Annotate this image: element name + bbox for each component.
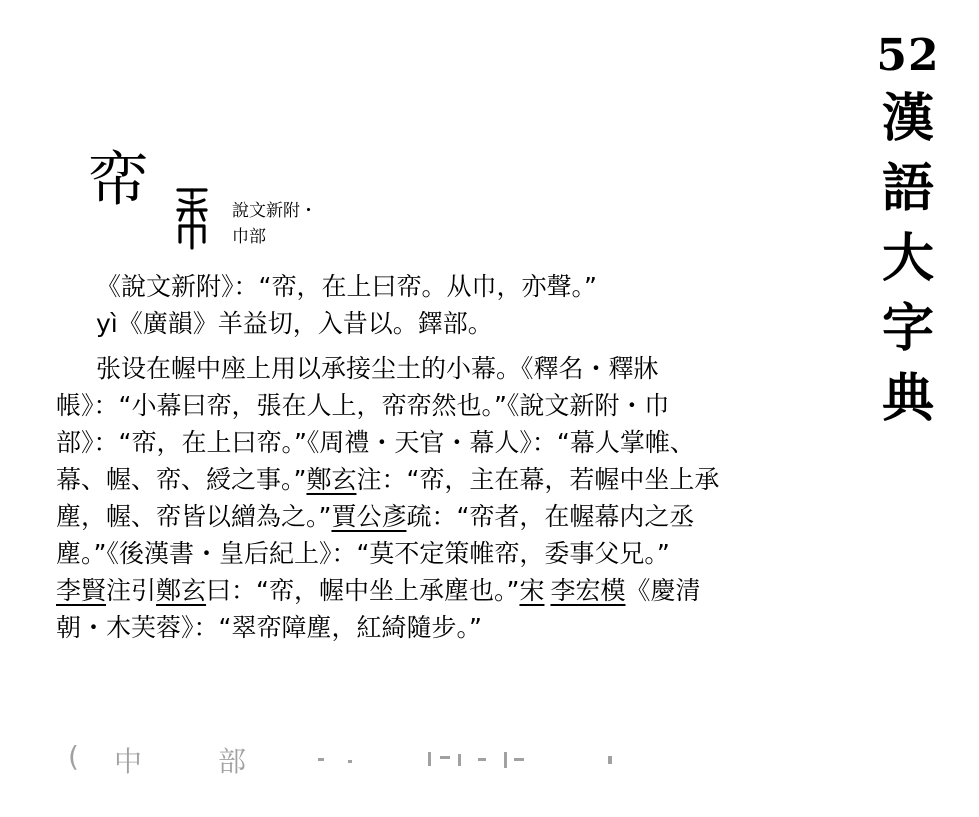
seal-script-glyph xyxy=(172,184,212,250)
source-note-line2: 巾部 xyxy=(232,227,266,247)
text-line xyxy=(56,572,816,609)
person-name: 李宏模 xyxy=(550,576,626,605)
person-name: 李賢 xyxy=(56,576,107,605)
text-line: yì《廣韻》羊益切，入昔以。鐸部。 xyxy=(96,309,493,338)
dynasty-name: 宋 xyxy=(519,576,545,605)
side-title-char-4: 字 xyxy=(881,299,934,359)
person-name: 鄭玄 xyxy=(306,465,357,494)
entry-body xyxy=(56,268,816,646)
side-title-char-1: 漢 xyxy=(881,89,934,149)
text-line xyxy=(56,461,816,498)
person-name: 鄭玄 xyxy=(156,576,207,605)
faint-dots xyxy=(308,746,648,772)
side-title xyxy=(868,28,948,434)
headword: 帟 xyxy=(88,145,148,215)
faint-bottom-marks xyxy=(68,740,648,778)
text-run: 曰：“帟，幄中坐上承塵也。” xyxy=(206,576,520,605)
text-run: 注：“帟，主在幕，若幄中坐上承 xyxy=(356,465,720,494)
text-line: 塵。”《後漢書・皇后紀上》：“莫不定策帷帟，委事父兄。” xyxy=(56,539,670,568)
side-title-char-2: 語 xyxy=(881,159,934,219)
text-run: 幕、幄、帟、綬之事。” xyxy=(56,465,307,494)
side-title-char-3: 大 xyxy=(881,229,934,289)
faint-mark: 中 xyxy=(114,745,145,778)
faint-mark: ( xyxy=(68,740,81,773)
text-line: 张设在幄中座上用以承接尘土的小幕。《釋名・釋牀 xyxy=(96,354,659,383)
text-line xyxy=(56,498,816,535)
text-line: 朝・木芙蓉》：“翠帟障塵，紅綺隨步。” xyxy=(56,613,482,642)
faint-mark: 部 xyxy=(218,745,249,778)
source-note xyxy=(232,198,317,250)
text-line: 部》：“帟，在上曰帟。”《周禮・天官・幕人》：“幕人掌帷、 xyxy=(56,428,695,457)
page-number: 52 xyxy=(876,30,940,81)
person-name: 賈公彥 xyxy=(331,502,407,531)
text-run: 塵，幄、帟皆以繒為之。” xyxy=(56,502,332,531)
text-run: 疏：“帟者，在幄幕内之丞 xyxy=(406,502,695,531)
text-line: 帳》：“小幕曰帟，張在人上，帟帟然也。”《說文新附・巾 xyxy=(56,391,670,420)
text-run: 注引 xyxy=(106,576,157,605)
text-run: 《慶清 xyxy=(625,576,701,605)
text-line: 《說文新附》：“帟，在上曰帟。从巾，亦聲。” xyxy=(96,272,597,301)
side-title-char-5: 典 xyxy=(881,369,934,429)
source-note-line1: 說文新附・ xyxy=(232,201,317,221)
